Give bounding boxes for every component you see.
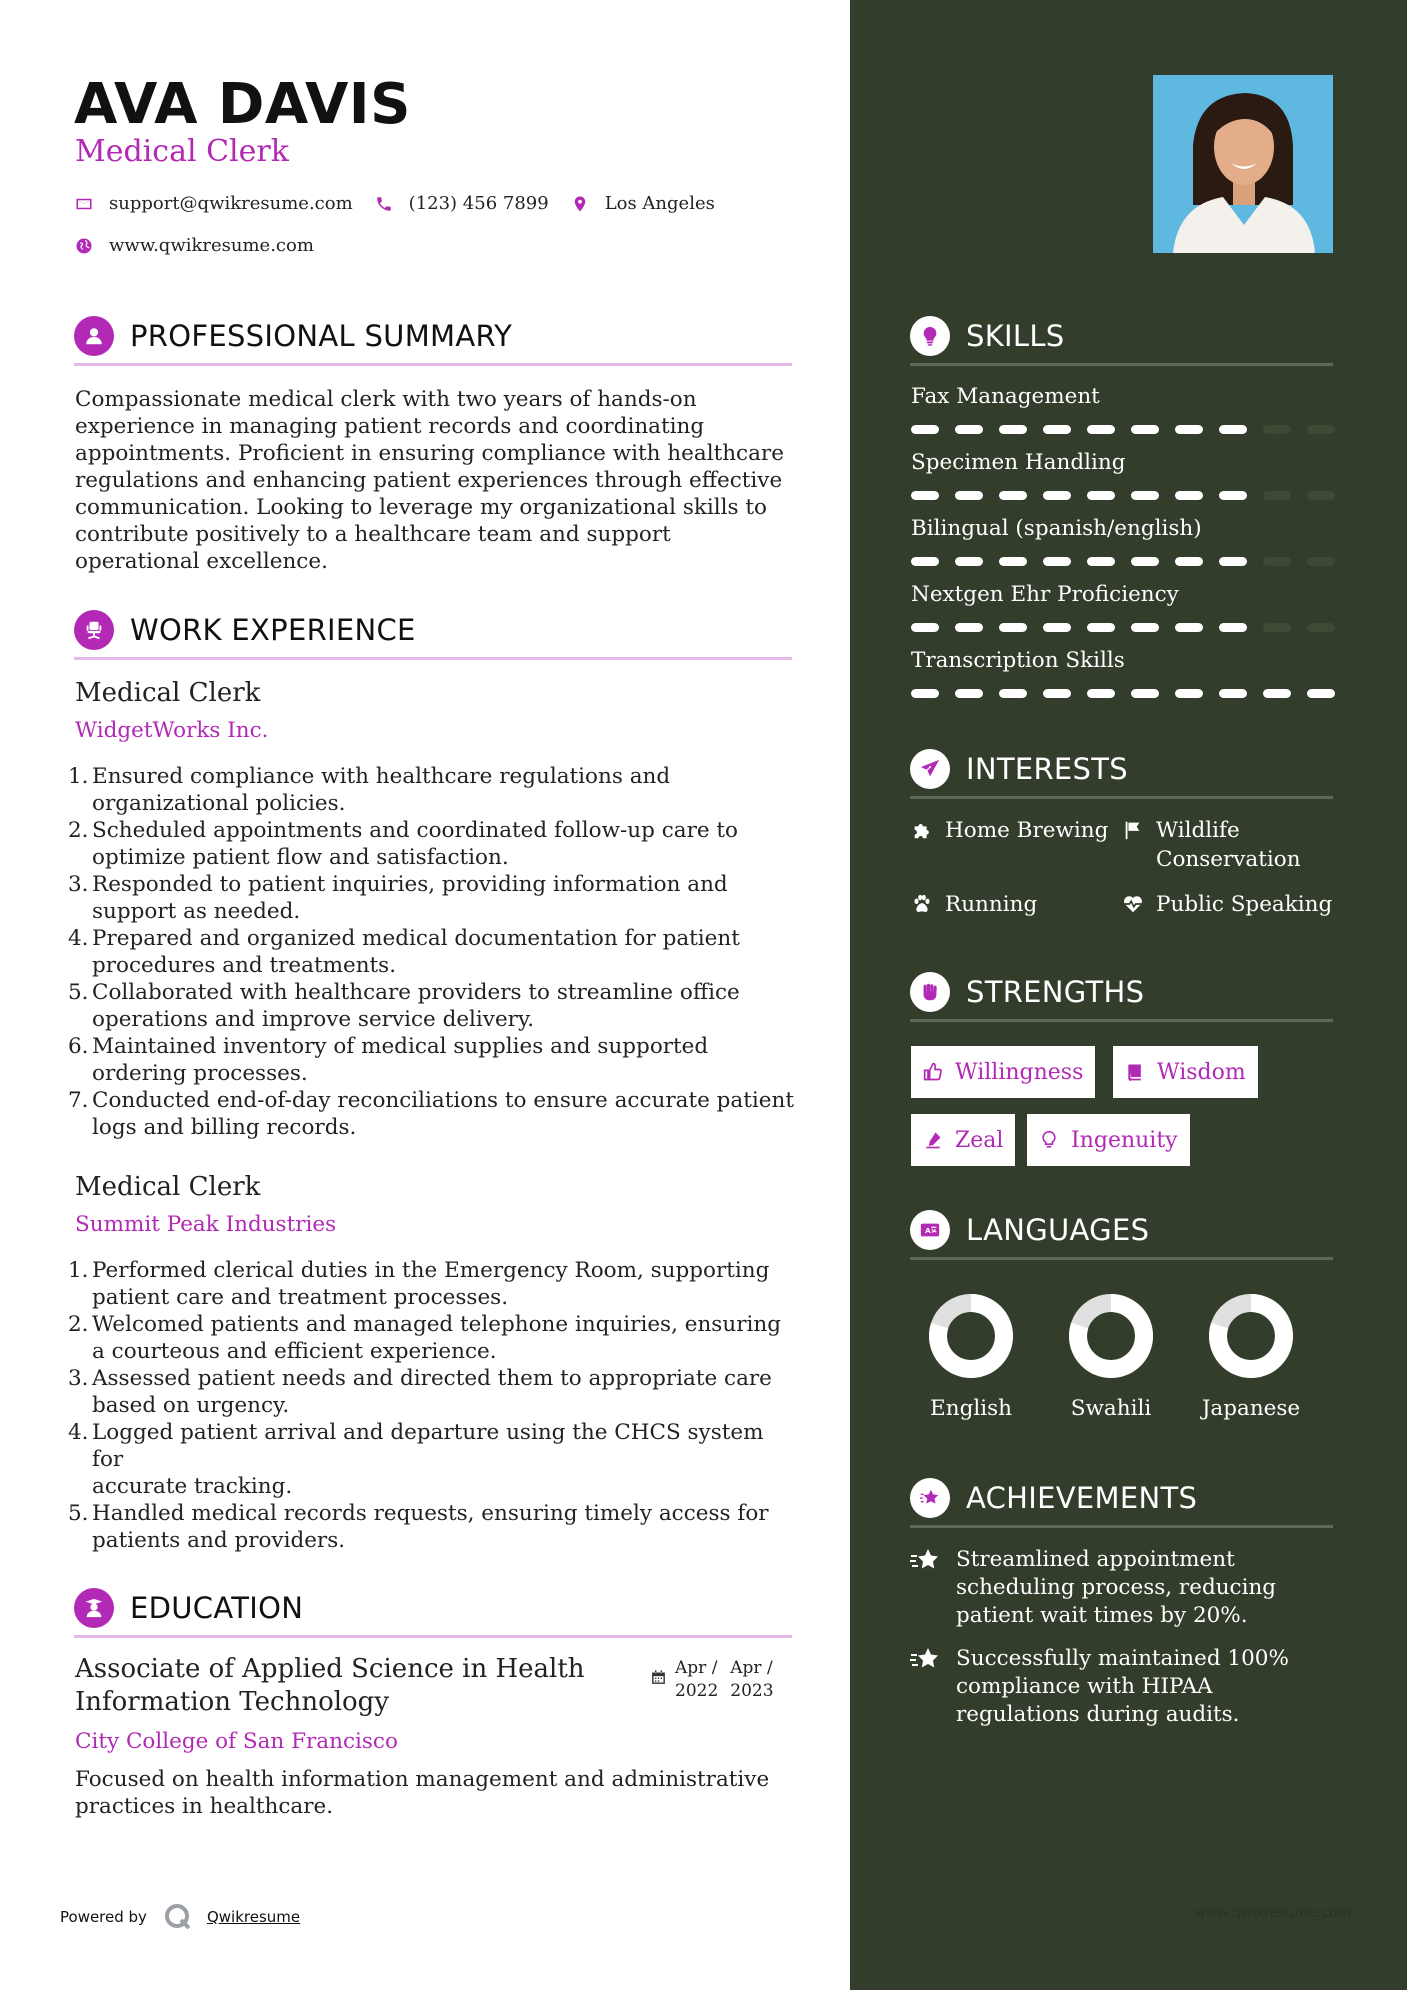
edu-date-start-year: 2022 (675, 1681, 719, 1701)
skills-heading (910, 316, 1333, 366)
degree-line: Information Technology (75, 1687, 390, 1717)
skill-dash (999, 557, 1027, 566)
list-item: 4. Logged patient arrival and departure using the CHCS system for accurate tracking. (68, 1420, 764, 1499)
language-item (916, 1292, 1026, 1421)
profile-photo (1153, 75, 1333, 253)
languages-title: LANGUAGES (966, 1213, 1150, 1247)
summary-line: Compassionate medical clerk with two years of hands-on (75, 387, 697, 412)
skill-dash (911, 491, 939, 500)
list-item: 3. Assessed patient needs and directed them to appropriate care based on urgency. (68, 1366, 772, 1418)
skill-dash (1263, 689, 1291, 698)
skill-meter (911, 491, 1351, 500)
strength-badge (911, 1046, 1095, 1098)
skill-dash (1307, 491, 1335, 500)
skill-dash (1087, 491, 1115, 500)
paper-plane-icon (910, 749, 950, 789)
phone-number[interactable]: (123) 456 7899 (408, 193, 549, 214)
heartbeat-icon (1122, 893, 1144, 915)
strength-badge (911, 1114, 1015, 1166)
achievement-line: patient wait times by 20%. (956, 1603, 1248, 1628)
skill-dash (911, 689, 939, 698)
book-icon (1125, 1062, 1145, 1082)
summary-text (75, 386, 795, 575)
skill-dash (1087, 623, 1115, 632)
interest-item (911, 890, 1037, 919)
skill-dash (911, 557, 939, 566)
interest-label: Home Brewing (945, 818, 1109, 843)
job-title: Medical Clerk (75, 1172, 261, 1202)
job-title: Medical Clerk (75, 678, 261, 708)
skill-dash (1219, 491, 1247, 500)
skill-dash (1307, 689, 1335, 698)
achievement-line: regulations during audits. (956, 1702, 1240, 1727)
interest-item (1122, 890, 1332, 919)
language-gauge (1067, 1292, 1155, 1380)
skill-dash (999, 491, 1027, 500)
job-company: Summit Peak Industries (75, 1212, 337, 1237)
star-badge-icon (910, 1478, 950, 1518)
language-name: Japanese (1201, 1396, 1301, 1421)
experience-heading (74, 610, 792, 660)
degree-line: Associate of Applied Science in Health (75, 1654, 585, 1684)
website-link[interactable]: www.qwikresume.com (109, 235, 314, 256)
globe-icon (75, 237, 93, 255)
achievement-line: Successfully maintained 100% (956, 1646, 1289, 1671)
skill-dash (999, 425, 1027, 434)
summary-line: contribute positively to a healthcare team and support (75, 522, 671, 547)
job-duties-list (68, 1257, 798, 1554)
user-icon (74, 316, 114, 356)
qwikresume-link[interactable]: Qwikresume (206, 1908, 301, 1926)
skill-dash (955, 491, 983, 500)
summary-title: PROFESSIONAL SUMMARY (130, 319, 513, 353)
skill-dash (911, 623, 939, 632)
skill-dash (911, 425, 939, 434)
list-item: 1. Ensured compliance with healthcare regulations and organizational policies. (68, 764, 671, 816)
envelope-icon (75, 195, 93, 213)
star-icon (910, 1548, 940, 1574)
achievement-item (910, 1546, 1330, 1630)
degree-title (75, 1653, 585, 1719)
skill-dash (955, 425, 983, 434)
education-title: EDUCATION (130, 1591, 304, 1625)
language-icon (910, 1210, 950, 1250)
language-gauge (1207, 1292, 1295, 1380)
skill-dash (955, 623, 983, 632)
achievement-line: compliance with HIPAA (956, 1674, 1213, 1699)
language-gauge (927, 1292, 1015, 1380)
skill-name: Fax Management (911, 384, 1100, 409)
skill-meter (911, 425, 1351, 434)
skill-meter (911, 557, 1351, 566)
job-duties-list (68, 763, 798, 1141)
calendar-icon (650, 1669, 667, 1686)
strengths-heading (910, 972, 1333, 1022)
list-item: 6. Maintained inventory of medical supplies and supported ordering processes. (68, 1034, 709, 1086)
skill-dash (1131, 689, 1159, 698)
strength-label: Zeal (955, 1127, 1004, 1153)
strengths-title: STRENGTHS (966, 975, 1145, 1009)
fist-icon (910, 972, 950, 1012)
graduate-icon (74, 1588, 114, 1628)
skill-dash (955, 689, 983, 698)
skills-title: SKILLS (966, 319, 1065, 353)
experience-title: WORK EXPERIENCE (130, 613, 416, 647)
skill-dash (1043, 491, 1071, 500)
office-chair-icon (74, 610, 114, 650)
skill-name: Nextgen Ehr Proficiency (911, 582, 1179, 607)
school-name: City College of San Francisco (75, 1729, 398, 1754)
list-item: 7. Conducted end-of-day reconciliations to ensure accurate patient logs and billing records. (68, 1088, 794, 1140)
summary-line: regulations and enhancing patient experiences through effective (75, 468, 783, 493)
skill-dash (1131, 491, 1159, 500)
powered-by (60, 1902, 300, 1932)
interest-label: Conservation (1156, 847, 1301, 872)
strength-label: Willingness (955, 1059, 1084, 1085)
skill-dash (1043, 689, 1071, 698)
star-icon (910, 1647, 940, 1673)
summary-line: communication. Looking to leverage my organizational skills to (75, 495, 767, 520)
edu-date-start: Apr / (675, 1658, 718, 1678)
skill-dash (1087, 689, 1115, 698)
website-row (75, 235, 336, 256)
contact-row (75, 193, 737, 214)
skill-dash (1263, 623, 1291, 632)
achievement-item (910, 1645, 1330, 1729)
edu-desc-line: practices in healthcare. (75, 1794, 334, 1819)
education-dates (650, 1657, 774, 1703)
svg-text:A: A (924, 1226, 931, 1236)
location-text: Los Angeles (604, 193, 715, 214)
interests-heading (910, 749, 1333, 799)
list-item: 4. Prepared and organized medical documentation for patient procedures and treatments. (68, 926, 740, 978)
achievements-title: ACHIEVEMENTS (966, 1481, 1198, 1515)
language-name: Swahili (1070, 1396, 1152, 1421)
interest-item (911, 816, 1108, 845)
skill-dash (1219, 623, 1247, 632)
list-item: 5. Handled medical records requests, ensuring timely access for patients and providers. (68, 1501, 769, 1553)
skill-dash (1175, 557, 1203, 566)
interest-label: Wildlife (1156, 818, 1240, 843)
strength-badge (1027, 1114, 1190, 1166)
skill-dash (1219, 689, 1247, 698)
languages-heading (910, 1210, 1333, 1260)
skill-dash (1175, 689, 1203, 698)
strength-label: Wisdom (1157, 1059, 1246, 1085)
skill-dash (999, 623, 1027, 632)
skill-meter (911, 689, 1351, 698)
summary-line: appointments. Proficient in ensuring compliance with healthcare (75, 441, 784, 466)
skill-dash (1087, 425, 1115, 434)
skill-dash (1307, 557, 1335, 566)
powered-by-text: Powered by (60, 1908, 147, 1926)
skill-dash (1175, 491, 1203, 500)
interest-label: Public Speaking (1156, 892, 1333, 917)
skill-dash (1263, 425, 1291, 434)
interest-label: Running (945, 892, 1038, 917)
summary-line: operational excellence. (75, 549, 328, 574)
skill-name: Specimen Handling (911, 450, 1126, 475)
skill-name: Transcription Skills (911, 648, 1125, 673)
strength-label: Ingenuity (1071, 1127, 1178, 1153)
edu-desc-line: Focused on health information management and administrative (75, 1767, 770, 1792)
pen-icon (923, 1130, 943, 1150)
interest-item (1122, 816, 1301, 874)
achievements-heading (910, 1478, 1333, 1528)
list-item: 5. Collaborated with healthcare providers to streamline office operations and improve service delivery. (68, 980, 740, 1032)
qwikresume-logo-icon (163, 1902, 193, 1932)
achievement-line: scheduling process, reducing (956, 1575, 1277, 1600)
edu-date-end: Apr / (730, 1658, 773, 1678)
skill-dash (1263, 557, 1291, 566)
skill-dash (1219, 425, 1247, 434)
language-item (1196, 1292, 1306, 1421)
summary-heading (74, 316, 792, 366)
list-item: 3. Responded to patient inquiries, providing information and support as needed. (68, 872, 728, 924)
strength-badge (1113, 1046, 1258, 1098)
paw-icon (911, 893, 933, 915)
puzzle-icon (911, 819, 933, 841)
education-heading (74, 1588, 792, 1638)
list-item: 2. Welcomed patients and managed telephone inquiries, ensuring a courteous and efficient experience. (68, 1312, 781, 1364)
skill-dash (1087, 557, 1115, 566)
skill-dash (1131, 557, 1159, 566)
skill-dash (955, 557, 983, 566)
skill-dash (1043, 425, 1071, 434)
skill-dash (1175, 425, 1203, 434)
list-item: 2. Scheduled appointments and coordinated follow-up care to optimize patient flow and satisfaction. (68, 818, 738, 870)
job-company: WidgetWorks Inc. (75, 718, 269, 743)
skill-dash (1043, 623, 1071, 632)
achievement-line: Streamlined appointment (956, 1547, 1235, 1572)
edu-date-end-year: 2023 (730, 1681, 774, 1701)
skill-name: Bilingual (spanish/english) (911, 516, 1202, 541)
candidate-title: Medical Clerk (75, 134, 289, 169)
thumbs-up-icon (923, 1062, 943, 1082)
skill-dash (1263, 491, 1291, 500)
skill-dash (1131, 425, 1159, 434)
skill-dash (1307, 623, 1335, 632)
language-name: English (930, 1396, 1012, 1421)
language-item (1056, 1292, 1166, 1421)
skill-dash (1131, 623, 1159, 632)
skill-dash (1307, 425, 1335, 434)
skill-dash (1043, 557, 1071, 566)
interests-title: INTERESTS (966, 752, 1128, 786)
footer-url[interactable]: www.qwikresume.com (1194, 1905, 1351, 1921)
education-description (75, 1766, 795, 1820)
skill-dash (999, 689, 1027, 698)
summary-line: experience in managing patient records and coordinating (75, 414, 705, 439)
skill-dash (1219, 557, 1247, 566)
list-item: 1. Performed clerical duties in the Emergency Room, supporting patient care and treatment processes. (68, 1258, 770, 1310)
flag-icon (1122, 819, 1144, 841)
skill-meter (911, 623, 1351, 632)
email-link[interactable]: support@qwikresume.com (109, 193, 353, 214)
map-pin-icon (571, 195, 589, 213)
phone-icon (375, 195, 393, 213)
candidate-name: AVA DAVIS (74, 72, 411, 137)
lightbulb-icon (910, 316, 950, 356)
lightbulb-icon (1039, 1130, 1059, 1150)
skill-dash (1175, 623, 1203, 632)
